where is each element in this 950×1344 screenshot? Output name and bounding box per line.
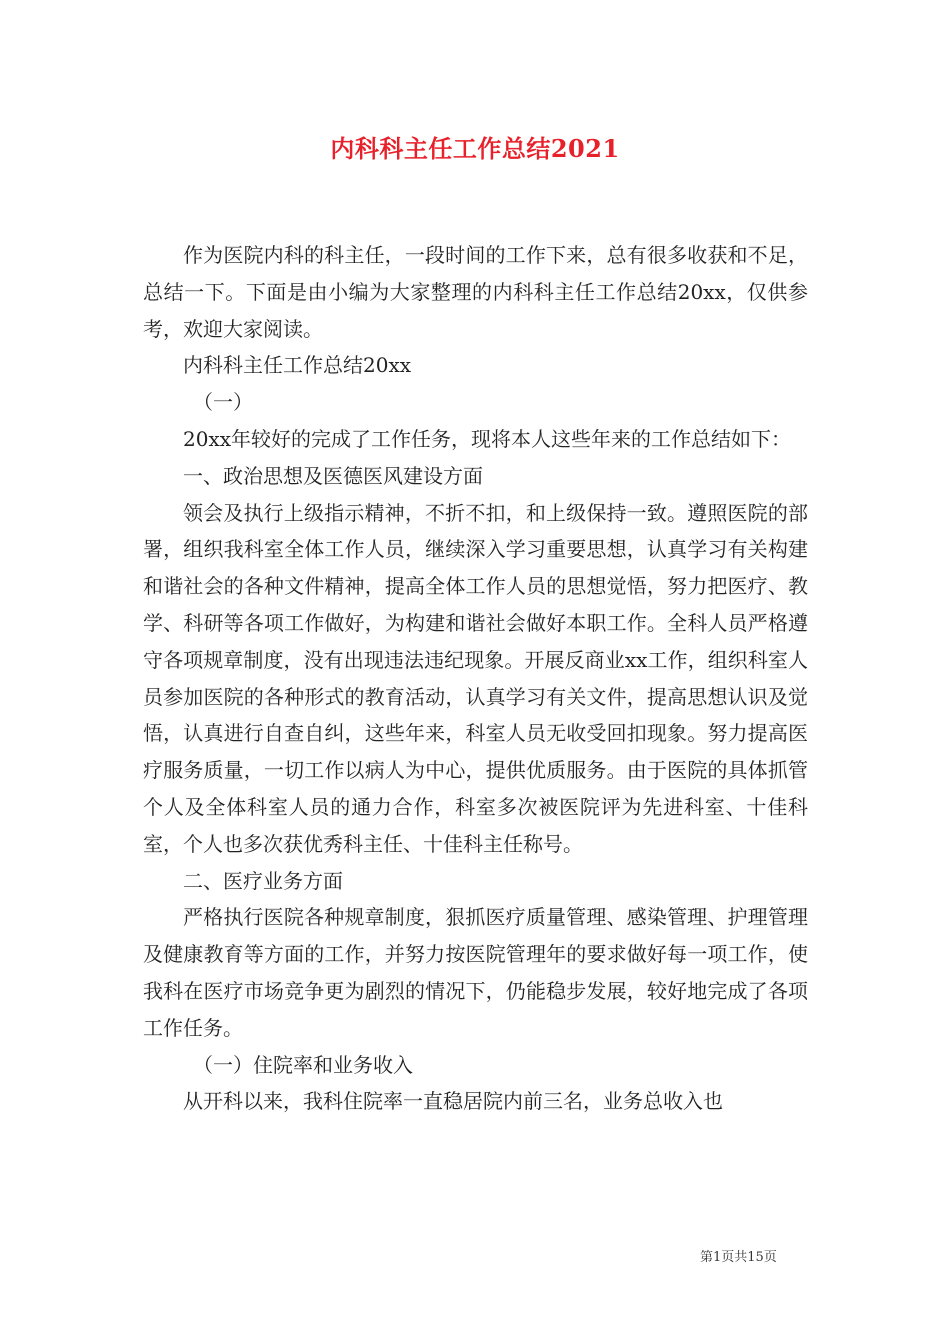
section-heading-political: 一、政治思想及医德医风建设方面 [183, 463, 483, 488]
section-marker-paragraph: （一） [193, 390, 253, 415]
medical-paragraph: 严格执行医院各种规章制度，狠抓医疗质量管理、感染管理、护理管理及健康教育等方面的工作，并努力按医院管理年的要求做好每一项工作，使我科在医疗市场竞争更为剧烈的情况下，仍能稳步发展，较好地完成了各项工作任务。 [143, 905, 808, 1040]
political-paragraph: 领会及执行上级指示精神，不折不扣，和上级保持一致。遵照医院的部署，组织我科室全体工作人员，继续深入学习重要思想，认真学习有关构建和谐社会的各种文件精神，提高全体工作人员的思想觉悟，努力把医疗、教学、科研等各项工作做好，为构建和谐社会做好本职工作。全科人员严格遵守各项规章制度，没有出现违法违纪现象。开展反商业xx工作，组织科室人员参加医院的各种形式的教育活动，认真学习有关文件，提高思想认识及觉悟，认真进行自查自纠，这些年来，科室人员无收受回扣现象。努力提高医疗服务质量，一切工作以病人为中心，提供优质服务。由于医院的具体抓管个人及全体科室人员的通力合作，科室多次被医院评为先进科室、十佳科室，个人也多次获优秀科主任、十佳科主任称号。 [143, 500, 808, 856]
subsection-heading-admission: （一）住院率和业务收入 [193, 1052, 413, 1077]
document-body [143, 237, 808, 1120]
intro-paragraph: 作为医院内科的科主任，一段时间的工作下来，总有很多收获和不足，总结一下。下面是由小编为大家整理的内科科主任工作总结20xx，仅供参考，欢迎大家阅读。 [143, 243, 808, 341]
page-number-footer: 第1页共15页 [700, 1250, 777, 1265]
subtitle-paragraph: 内科科主任工作总结20xx [183, 353, 412, 378]
document-title: 内科科主任工作总结2021 [330, 134, 620, 163]
section-heading-medical: 二、医疗业务方面 [183, 868, 343, 893]
summary-paragraph: 20xx年较好的完成了工作任务，现将本人这些年来的工作总结如下： [183, 426, 792, 451]
admission-paragraph: 从开科以来，我科住院率一直稳居院内前三名，业务总收入也 [183, 1089, 723, 1114]
